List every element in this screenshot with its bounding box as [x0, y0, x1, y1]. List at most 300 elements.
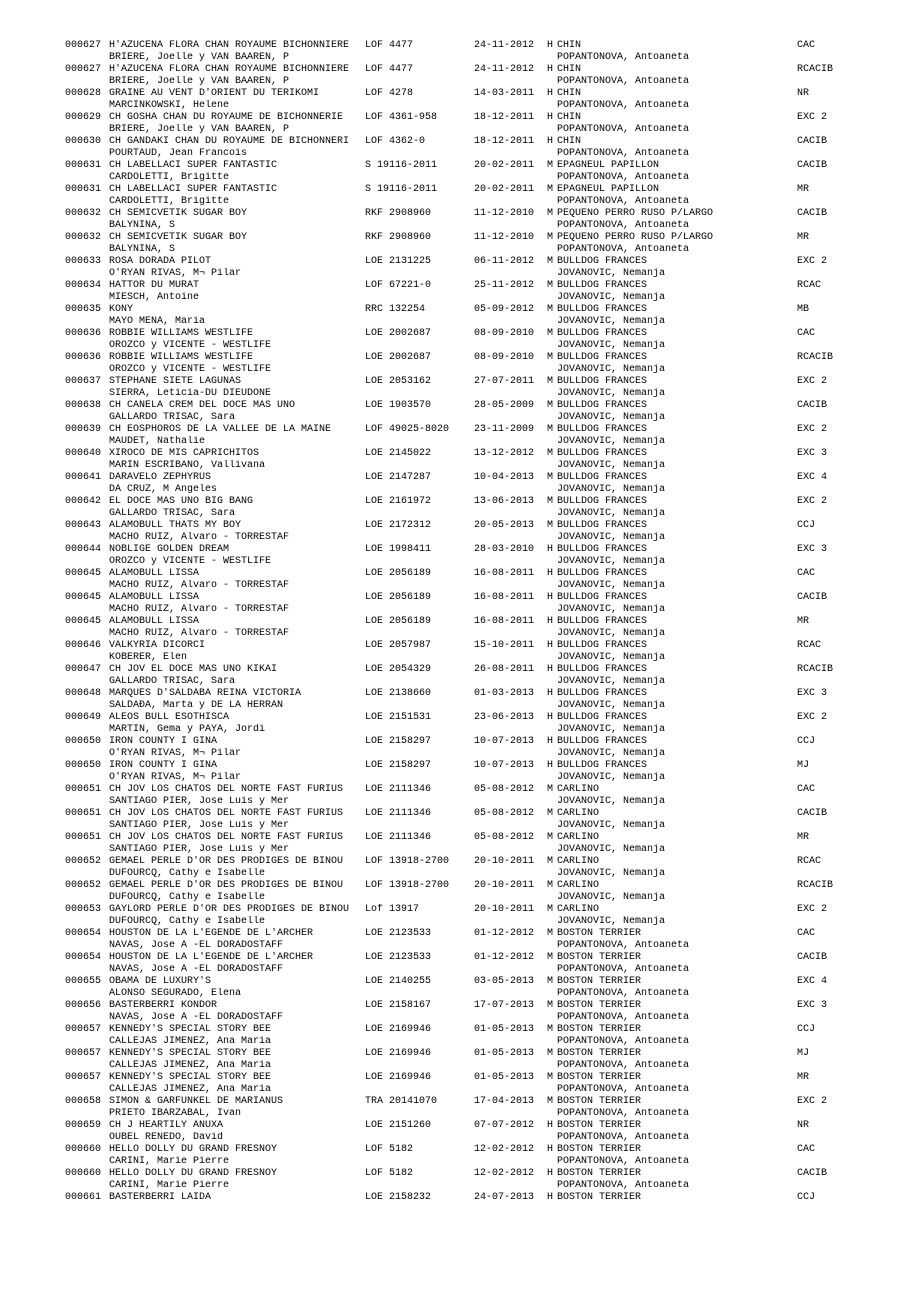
birth-date: 05-08-2012 [474, 784, 535, 795]
breed: EPAGNEUL PAPILLON [557, 160, 660, 171]
entry-sub-line [0, 892, 666, 904]
breed: CARLINO [557, 880, 600, 891]
registration-number: LOE 2056189 [365, 568, 432, 579]
sex: H [547, 640, 554, 651]
owner: DUFOURCQ, Cathy e Isabelle [109, 892, 266, 903]
birth-date: 17-07-2013 [474, 1000, 535, 1011]
catalog-number: 000647 [65, 664, 102, 675]
owner: BRIERE, Joelle y VAN BAAREN, P [109, 76, 290, 87]
sex: H [547, 568, 554, 579]
birth-date: 12-02-2012 [474, 1144, 535, 1155]
catalog-number: 000660 [65, 1144, 102, 1155]
entry-sub-line [0, 508, 666, 520]
award: RCAC [797, 856, 822, 867]
award: NR [797, 88, 810, 99]
judge: JOVANOVIC, Nemanja [557, 436, 666, 447]
breed: BULLDOG FRANCES [557, 544, 648, 555]
dog-name: EL DOCE MAS UNO BIG BANG [109, 496, 254, 507]
birth-date: 10-07-2013 [474, 760, 535, 771]
judge: JOVANOVIC, Nemanja [557, 724, 666, 735]
dog-name: STEPHANE SIETE LAGUNAS [109, 376, 242, 387]
birth-date: 10-07-2013 [474, 736, 535, 747]
entry-main-line [0, 592, 828, 604]
entry-sub-line [0, 124, 690, 136]
entry-sub-line [0, 676, 666, 688]
entry-sub-line [0, 172, 690, 184]
owner: SALDAÐA, Marta y DE LA HERRAN [109, 700, 284, 711]
entry-main-line [0, 88, 810, 100]
sex: M [547, 904, 554, 915]
sex: H [547, 88, 554, 99]
award: CCJ [797, 520, 816, 531]
entry-main-line [0, 1144, 816, 1156]
owner: SANTIAGO PIER, Jose Luis y Mer [109, 820, 290, 831]
judge: JOVANOVIC, Nemanja [557, 340, 666, 351]
owner: O'RYAN RIVAS, M¬ Pilar [109, 268, 242, 279]
entry-sub-line [0, 1108, 690, 1120]
result-entry [0, 256, 905, 280]
owner: GALLARDO TRISAC, Sara [109, 508, 236, 519]
award: MR [797, 832, 810, 843]
entry-main-line [0, 1072, 810, 1084]
birth-date: 01-03-2013 [474, 688, 535, 699]
entry-sub-line [0, 964, 690, 976]
sex: H [547, 136, 554, 147]
registration-number: LOE 2111346 [365, 808, 432, 819]
dog-name: CH JOV LOS CHATOS DEL NORTE FAST FURIUS [109, 784, 344, 795]
catalog-number: 000649 [65, 712, 102, 723]
result-entry [0, 1192, 905, 1216]
catalog-number: 000636 [65, 328, 102, 339]
breed: BULLDOG FRANCES [557, 664, 648, 675]
dog-name: HATTOR DU MURAT [109, 280, 200, 291]
award: CAC [797, 784, 816, 795]
owner: CALLEJAS JIMENEZ, Ana Maria [109, 1084, 272, 1095]
catalog-number: 000651 [65, 808, 102, 819]
entry-sub-line [0, 1012, 690, 1024]
entry-sub-line [0, 196, 690, 208]
entry-sub-line [0, 76, 690, 88]
birth-date: 18-12-2011 [474, 136, 535, 147]
award: MJ [797, 760, 810, 771]
sex: M [547, 256, 554, 267]
breed: BULLDOG FRANCES [557, 376, 648, 387]
owner: NAVAS, Jose A -EL DORADOSTAFF [109, 940, 284, 951]
catalog-number: 000657 [65, 1072, 102, 1083]
sex: M [547, 232, 554, 243]
sex: M [547, 1072, 554, 1083]
breed: BULLDOG FRANCES [557, 688, 648, 699]
award: EXC 2 [797, 496, 828, 507]
owner: MACHO RUIZ, Alvaro - TORRESTAF [109, 628, 290, 639]
owner: O'RYAN RIVAS, M¬ Pilar [109, 748, 242, 759]
judge: JOVANOVIC, Nemanja [557, 892, 666, 903]
entry-main-line [0, 1000, 828, 1012]
entry-main-line [0, 712, 828, 724]
catalog-number: 000657 [65, 1048, 102, 1059]
catalog-number: 000631 [65, 184, 102, 195]
birth-date: 20-10-2011 [474, 904, 535, 915]
birth-date: 13-12-2012 [474, 448, 535, 459]
judge: POPANTONOVA, Antoaneta [557, 124, 690, 135]
entry-main-line [0, 760, 810, 772]
breed: BOSTON TERRIER [557, 1096, 642, 1107]
owner: OUBEL RENEDO, David [109, 1132, 224, 1143]
birth-date: 01-05-2013 [474, 1072, 535, 1083]
dog-name: NOBLIGE GOLDEN DREAM [109, 544, 230, 555]
result-entry [0, 544, 905, 568]
catalog-number: 000632 [65, 232, 102, 243]
owner: ALONSO SEGURADO, Elena [109, 988, 242, 999]
dog-name: MARQUES D'SALDABA REINA VICTORIA [109, 688, 302, 699]
catalog-number: 000654 [65, 928, 102, 939]
entry-main-line [0, 904, 828, 916]
result-entry [0, 376, 905, 400]
judge: POPANTONOVA, Antoaneta [557, 52, 690, 63]
owner: GALLARDO TRISAC, Sara [109, 412, 236, 423]
registration-number: LOE 2123533 [365, 952, 432, 963]
dog-name: CH SEMICVETIK SUGAR BOY [109, 208, 248, 219]
entry-sub-line [0, 1132, 690, 1144]
judge: POPANTONOVA, Antoaneta [557, 1036, 690, 1047]
dog-name: CH LABELLACI SUPER FANTASTIC [109, 160, 278, 171]
birth-date: 10-04-2013 [474, 472, 535, 483]
judge: POPANTONOVA, Antoaneta [557, 988, 690, 999]
award: MJ [797, 1048, 810, 1059]
registration-number: LOF 4362-0 [365, 136, 426, 147]
birth-date: 24-11-2012 [474, 40, 535, 51]
award: EXC 2 [797, 712, 828, 723]
sex: H [547, 736, 554, 747]
entry-main-line [0, 304, 810, 316]
owner: OROZCO y VICENTE - WESTLIFE [109, 340, 272, 351]
birth-date: 27-07-2011 [474, 376, 535, 387]
breed: BOSTON TERRIER [557, 1120, 642, 1131]
dog-name: HOUSTON DE LA L'EGENDE DE L'ARCHER [109, 928, 314, 939]
catalog-number: 000640 [65, 448, 102, 459]
judge: POPANTONOVA, Antoaneta [557, 196, 690, 207]
owner: CARDOLETTI, Brigitte [109, 196, 230, 207]
catalog-number: 000645 [65, 568, 102, 579]
judge: JOVANOVIC, Nemanja [557, 628, 666, 639]
result-entry [0, 184, 905, 208]
birth-date: 28-03-2010 [474, 544, 535, 555]
catalog-number: 000655 [65, 976, 102, 987]
registration-number: LOE 2172312 [365, 520, 432, 531]
entry-main-line [0, 544, 828, 556]
result-entry [0, 280, 905, 304]
entry-sub-line [0, 292, 666, 304]
result-entry [0, 328, 905, 352]
entry-main-line [0, 280, 822, 292]
breed: BULLDOG FRANCES [557, 712, 648, 723]
dog-name: ROBBIE WILLIAMS WESTLIFE [109, 352, 254, 363]
entry-main-line [0, 976, 828, 988]
award: CACIB [797, 952, 828, 963]
entry-main-line [0, 640, 822, 652]
entry-sub-line [0, 820, 666, 832]
award: MB [797, 304, 810, 315]
entry-sub-line [0, 340, 666, 352]
award: RCACIB [797, 664, 834, 675]
judge: JOVANOVIC, Nemanja [557, 796, 666, 807]
catalog-number: 000651 [65, 832, 102, 843]
dog-name: IRON COUNTY I GINA [109, 760, 218, 771]
entry-sub-line [0, 700, 666, 712]
catalog-number: 000635 [65, 304, 102, 315]
owner: SANTIAGO PIER, Jose Luis y Mer [109, 796, 290, 807]
sex: H [547, 1168, 554, 1179]
award: CAC [797, 928, 816, 939]
entry-sub-line [0, 52, 690, 64]
judge: JOVANOVIC, Nemanja [557, 412, 666, 423]
judge: JOVANOVIC, Nemanja [557, 748, 666, 759]
sex: H [547, 544, 554, 555]
judge: POPANTONOVA, Antoaneta [557, 1156, 690, 1167]
entry-main-line [0, 1192, 816, 1204]
catalog-number: 000652 [65, 856, 102, 867]
result-entry [0, 64, 905, 88]
dog-name: HELLO DOLLY DU GRAND FRESNOY [109, 1144, 278, 1155]
breed: BULLDOG FRANCES [557, 352, 648, 363]
result-entry [0, 736, 905, 760]
judge: POPANTONOVA, Antoaneta [557, 964, 690, 975]
owner: MACHO RUIZ, Alvaro - TORRESTAF [109, 532, 290, 543]
birth-date: 11-12-2010 [474, 208, 535, 219]
breed: CARLINO [557, 904, 600, 915]
breed: BOSTON TERRIER [557, 1000, 642, 1011]
owner: SANTIAGO PIER, Jose Luis y Mer [109, 844, 290, 855]
birth-date: 24-07-2013 [474, 1192, 535, 1203]
entry-main-line [0, 616, 810, 628]
entry-main-line [0, 880, 834, 892]
judge: POPANTONOVA, Antoaneta [557, 1060, 690, 1071]
birth-date: 01-05-2013 [474, 1048, 535, 1059]
judge: POPANTONOVA, Antoaneta [557, 1180, 690, 1191]
breed: BOSTON TERRIER [557, 952, 642, 963]
birth-date: 17-04-2013 [474, 1096, 535, 1107]
sex: H [547, 760, 554, 771]
entry-main-line [0, 424, 828, 436]
owner: NAVAS, Jose A -EL DORADOSTAFF [109, 1012, 284, 1023]
catalog-number: 000653 [65, 904, 102, 915]
entry-main-line [0, 568, 816, 580]
result-entry [0, 352, 905, 376]
catalog-number: 000658 [65, 1096, 102, 1107]
catalog-number: 000641 [65, 472, 102, 483]
result-entry [0, 1096, 905, 1120]
birth-date: 05-08-2012 [474, 832, 535, 843]
owner: BALYNINA, S [109, 244, 176, 255]
sex: M [547, 520, 554, 531]
breed: BOSTON TERRIER [557, 976, 642, 987]
result-entry [0, 1144, 905, 1168]
sex: M [547, 976, 554, 987]
judge: JOVANOVIC, Nemanja [557, 604, 666, 615]
judge: JOVANOVIC, Nemanja [557, 268, 666, 279]
birth-date: 06-11-2012 [474, 256, 535, 267]
award: EXC 2 [797, 256, 828, 267]
sex: H [547, 40, 554, 51]
sex: M [547, 280, 554, 291]
registration-number: LOF 49025-8020 [365, 424, 450, 435]
sex: M [547, 352, 554, 363]
dog-name: OBAMA DE LUXURY'S [109, 976, 212, 987]
owner: MAYO MENA, Maria [109, 316, 206, 327]
sex: M [547, 448, 554, 459]
judge: POPANTONOVA, Antoaneta [557, 148, 690, 159]
sex: H [547, 1120, 554, 1131]
judge: JOVANOVIC, Nemanja [557, 508, 666, 519]
registration-number: RRC 132254 [365, 304, 426, 315]
sex: M [547, 304, 554, 315]
birth-date: 05-09-2012 [474, 304, 535, 315]
result-entry [0, 232, 905, 256]
registration-number: LOE 2158232 [365, 1192, 432, 1203]
catalog-number: 000656 [65, 1000, 102, 1011]
award: CACIB [797, 592, 828, 603]
judge: JOVANOVIC, Nemanja [557, 820, 666, 831]
result-entry [0, 904, 905, 928]
dog-name: CH JOV LOS CHATOS DEL NORTE FAST FURIUS [109, 832, 344, 843]
dog-name: H'AZUCENA FLORA CHAN ROYAUME BICHONNIERE [109, 40, 350, 51]
birth-date: 08-09-2010 [474, 352, 535, 363]
dog-name: CH LABELLACI SUPER FANTASTIC [109, 184, 278, 195]
sex: M [547, 856, 554, 867]
dog-name: GEMAEL PERLE D'OR DES PRODIGES DE BINOU [109, 856, 344, 867]
result-entry [0, 160, 905, 184]
breed: BULLDOG FRANCES [557, 736, 648, 747]
result-entry [0, 880, 905, 904]
result-entry [0, 688, 905, 712]
award: EXC 2 [797, 1096, 828, 1107]
owner: MARTIN, Gema y PAYA, Jordi [109, 724, 266, 735]
result-entry [0, 856, 905, 880]
birth-date: 16-08-2011 [474, 568, 535, 579]
registration-number: LOF 4477 [365, 64, 414, 75]
entry-main-line [0, 496, 828, 508]
result-entry [0, 1048, 905, 1072]
result-entry [0, 1000, 905, 1024]
catalog-number: 000637 [65, 376, 102, 387]
award: CACIB [797, 1168, 828, 1179]
registration-number: LOE 2169946 [365, 1024, 432, 1035]
registration-number: LOE 2169946 [365, 1072, 432, 1083]
registration-number: LOE 2056189 [365, 616, 432, 627]
birth-date: 13-06-2013 [474, 496, 535, 507]
breed: BOSTON TERRIER [557, 1192, 642, 1203]
birth-date: 20-10-2011 [474, 856, 535, 867]
owner: O'RYAN RIVAS, M¬ Pilar [109, 772, 242, 783]
entry-main-line [0, 40, 816, 52]
dog-name: ROSA DORADA PILOT [109, 256, 212, 267]
registration-number: LOF 5182 [365, 1168, 414, 1179]
birth-date: 26-08-2011 [474, 664, 535, 675]
entry-sub-line [0, 1180, 690, 1192]
judge: JOVANOVIC, Nemanja [557, 580, 666, 591]
birth-date: 25-11-2012 [474, 280, 535, 291]
dog-name: ALAMOBULL LISSA [109, 616, 200, 627]
breed: CHIN [557, 88, 582, 99]
result-entry [0, 760, 905, 784]
catalog-number: 000648 [65, 688, 102, 699]
sex: M [547, 496, 554, 507]
catalog-number: 000633 [65, 256, 102, 267]
result-entry [0, 208, 905, 232]
judge: JOVANOVIC, Nemanja [557, 292, 666, 303]
breed: BULLDOG FRANCES [557, 328, 648, 339]
entry-sub-line [0, 940, 690, 952]
owner: MARCINKOWSKI, Helene [109, 100, 230, 111]
birth-date: 12-02-2012 [474, 1168, 535, 1179]
judge: POPANTONOVA, Antoaneta [557, 1012, 690, 1023]
owner: CALLEJAS JIMENEZ, Ana Maria [109, 1036, 272, 1047]
award: CACIB [797, 808, 828, 819]
sex: M [547, 400, 554, 411]
entry-sub-line [0, 436, 666, 448]
entry-main-line [0, 808, 828, 820]
result-entry [0, 112, 905, 136]
registration-number: LOE 2158297 [365, 736, 432, 747]
owner: BALYNINA, S [109, 220, 176, 231]
birth-date: 11-12-2010 [474, 232, 535, 243]
breed: BULLDOG FRANCES [557, 496, 648, 507]
entry-sub-line [0, 220, 690, 232]
breed: BOSTON TERRIER [557, 1048, 642, 1059]
breed: BULLDOG FRANCES [557, 448, 648, 459]
result-entry [0, 568, 905, 592]
entry-main-line [0, 136, 828, 148]
award: RCAC [797, 280, 822, 291]
result-entry [0, 424, 905, 448]
catalog-number: 000652 [65, 880, 102, 891]
entry-main-line [0, 1024, 816, 1036]
breed: EPAGNEUL PAPILLON [557, 184, 660, 195]
sex: H [547, 664, 554, 675]
catalog-number: 000636 [65, 352, 102, 363]
entry-main-line [0, 736, 816, 748]
entry-sub-line [0, 556, 666, 568]
breed: BOSTON TERRIER [557, 1144, 642, 1155]
birth-date: 01-05-2013 [474, 1024, 535, 1035]
birth-date: 20-05-2013 [474, 520, 535, 531]
owner: NAVAS, Jose A -EL DORADOSTAFF [109, 964, 284, 975]
result-entry [0, 664, 905, 688]
registration-number: LOE 2140255 [365, 976, 432, 987]
sex: M [547, 184, 554, 195]
sex: M [547, 1000, 554, 1011]
entry-sub-line [0, 916, 666, 928]
registration-number: LOE 2151260 [365, 1120, 432, 1131]
breed: CARLINO [557, 832, 600, 843]
entry-sub-line [0, 604, 666, 616]
registration-number: LOE 2147287 [365, 472, 432, 483]
birth-date: 16-08-2011 [474, 592, 535, 603]
breed: CHIN [557, 112, 582, 123]
result-entry [0, 304, 905, 328]
catalog-number: 000644 [65, 544, 102, 555]
entry-main-line [0, 928, 816, 940]
judge: POPANTONOVA, Antoaneta [557, 940, 690, 951]
entry-main-line [0, 160, 828, 172]
registration-number: LOE 1903570 [365, 400, 432, 411]
catalog-number: 000650 [65, 760, 102, 771]
judge: JOVANOVIC, Nemanja [557, 868, 666, 879]
birth-date: 23-11-2009 [474, 424, 535, 435]
catalog-number: 000650 [65, 736, 102, 747]
catalog-number: 000627 [65, 40, 102, 51]
award: CCJ [797, 1024, 816, 1035]
